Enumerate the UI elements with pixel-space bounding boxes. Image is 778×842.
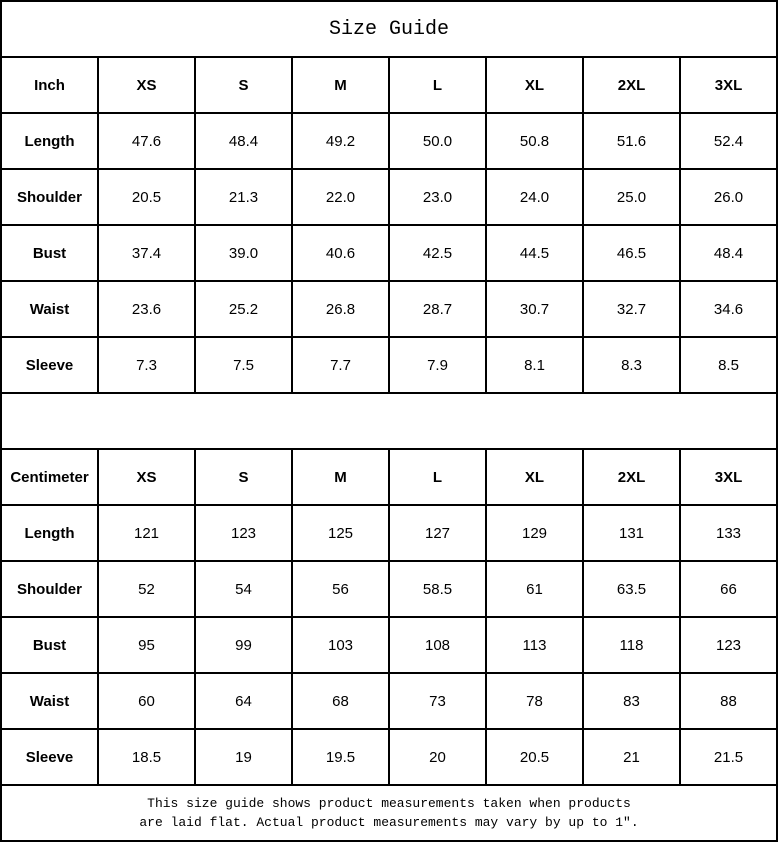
measurement-value: 118 <box>583 617 680 673</box>
row-label: Shoulder <box>1 561 98 617</box>
measurement-value: 50.0 <box>389 113 486 169</box>
measurement-value: 73 <box>389 673 486 729</box>
measurement-value: 18.5 <box>98 729 195 785</box>
inch-size-header-xs: XS <box>98 57 195 113</box>
measurement-value: 8.5 <box>680 337 777 393</box>
measurement-value: 44.5 <box>486 225 583 281</box>
measurement-value: 61 <box>486 561 583 617</box>
measurement-value: 68 <box>292 673 389 729</box>
footnote-line-1: This size guide shows product measurements taken when products <box>147 796 631 811</box>
measurement-value: 25.2 <box>195 281 292 337</box>
measurement-value: 20.5 <box>486 729 583 785</box>
inch-header-row <box>1 57 777 113</box>
measurement-value: 47.6 <box>98 113 195 169</box>
measurement-value: 21.3 <box>195 169 292 225</box>
measurement-value: 19 <box>195 729 292 785</box>
measurement-value: 37.4 <box>98 225 195 281</box>
inch-size-header-2xl: 2XL <box>583 57 680 113</box>
measurement-value: 123 <box>680 617 777 673</box>
inch-size-header-m: M <box>292 57 389 113</box>
measurement-value: 49.2 <box>292 113 389 169</box>
cm-row-waist <box>1 673 777 729</box>
measurement-value: 32.7 <box>583 281 680 337</box>
measurement-value: 21.5 <box>680 729 777 785</box>
measurement-value: 121 <box>98 505 195 561</box>
measurement-value: 48.4 <box>195 113 292 169</box>
spacer-row <box>1 393 777 449</box>
measurement-value: 7.7 <box>292 337 389 393</box>
measurement-value: 108 <box>389 617 486 673</box>
cm-size-header-xs: XS <box>98 449 195 505</box>
measurement-value: 64 <box>195 673 292 729</box>
centimeter-header-row <box>1 449 777 505</box>
inch-unit-header: Inch <box>1 57 98 113</box>
measurement-value: 25.0 <box>583 169 680 225</box>
footnote-line-2: are laid flat. Actual product measurements may vary by up to 1″. <box>139 815 639 830</box>
cm-size-header-xl: XL <box>486 449 583 505</box>
measurement-value: 88 <box>680 673 777 729</box>
measurement-value: 23.6 <box>98 281 195 337</box>
row-label: Length <box>1 505 98 561</box>
measurement-value: 34.6 <box>680 281 777 337</box>
measurement-value: 54 <box>195 561 292 617</box>
cm-size-header-s: S <box>195 449 292 505</box>
row-label: Bust <box>1 617 98 673</box>
measurement-value: 26.0 <box>680 169 777 225</box>
cm-row-shoulder <box>1 561 777 617</box>
measurement-value: 39.0 <box>195 225 292 281</box>
inch-row-sleeve <box>1 337 777 393</box>
measurement-value: 42.5 <box>389 225 486 281</box>
measurement-value: 131 <box>583 505 680 561</box>
measurement-value: 60 <box>98 673 195 729</box>
measurement-value: 58.5 <box>389 561 486 617</box>
measurement-value: 52.4 <box>680 113 777 169</box>
measurement-value: 8.1 <box>486 337 583 393</box>
row-label: Waist <box>1 673 98 729</box>
inch-size-header-s: S <box>195 57 292 113</box>
measurement-value: 56 <box>292 561 389 617</box>
cm-row-bust <box>1 617 777 673</box>
measurement-value: 127 <box>389 505 486 561</box>
inch-row-length <box>1 113 777 169</box>
row-label: Sleeve <box>1 337 98 393</box>
measurement-value: 40.6 <box>292 225 389 281</box>
measurement-value: 28.7 <box>389 281 486 337</box>
measurement-value: 26.8 <box>292 281 389 337</box>
footnote <box>1 785 777 841</box>
measurement-value: 23.0 <box>389 169 486 225</box>
measurement-value: 21 <box>583 729 680 785</box>
spacer-cell <box>1 393 777 449</box>
inch-row-waist <box>1 281 777 337</box>
measurement-value: 78 <box>486 673 583 729</box>
footnote-row <box>1 785 777 841</box>
measurement-value: 7.5 <box>195 337 292 393</box>
measurement-value: 103 <box>292 617 389 673</box>
measurement-value: 52 <box>98 561 195 617</box>
cm-size-header-m: M <box>292 449 389 505</box>
inch-row-bust <box>1 225 777 281</box>
cm-size-header-2xl: 2XL <box>583 449 680 505</box>
measurement-value: 24.0 <box>486 169 583 225</box>
measurement-value: 48.4 <box>680 225 777 281</box>
measurement-value: 125 <box>292 505 389 561</box>
measurement-value: 83 <box>583 673 680 729</box>
measurement-value: 19.5 <box>292 729 389 785</box>
measurement-value: 133 <box>680 505 777 561</box>
row-label: Length <box>1 113 98 169</box>
cm-row-sleeve <box>1 729 777 785</box>
measurement-value: 22.0 <box>292 169 389 225</box>
measurement-value: 123 <box>195 505 292 561</box>
measurement-value: 50.8 <box>486 113 583 169</box>
measurement-value: 7.3 <box>98 337 195 393</box>
measurement-value: 129 <box>486 505 583 561</box>
inch-row-shoulder <box>1 169 777 225</box>
row-label: Waist <box>1 281 98 337</box>
centimeter-unit-header: Centimeter <box>1 449 98 505</box>
measurement-value: 20 <box>389 729 486 785</box>
row-label: Sleeve <box>1 729 98 785</box>
inch-size-header-l: L <box>389 57 486 113</box>
measurement-value: 51.6 <box>583 113 680 169</box>
measurement-value: 7.9 <box>389 337 486 393</box>
measurement-value: 30.7 <box>486 281 583 337</box>
measurement-value: 95 <box>98 617 195 673</box>
row-label: Shoulder <box>1 169 98 225</box>
cm-size-header-3xl: 3XL <box>680 449 777 505</box>
inch-size-header-xl: XL <box>486 57 583 113</box>
cm-size-header-l: L <box>389 449 486 505</box>
measurement-value: 46.5 <box>583 225 680 281</box>
cm-row-length <box>1 505 777 561</box>
measurement-value: 113 <box>486 617 583 673</box>
page-title: Size Guide <box>1 1 777 57</box>
measurement-value: 63.5 <box>583 561 680 617</box>
measurement-value: 20.5 <box>98 169 195 225</box>
inch-size-header-3xl: 3XL <box>680 57 777 113</box>
measurement-value: 8.3 <box>583 337 680 393</box>
measurement-value: 99 <box>195 617 292 673</box>
row-label: Bust <box>1 225 98 281</box>
measurement-value: 66 <box>680 561 777 617</box>
